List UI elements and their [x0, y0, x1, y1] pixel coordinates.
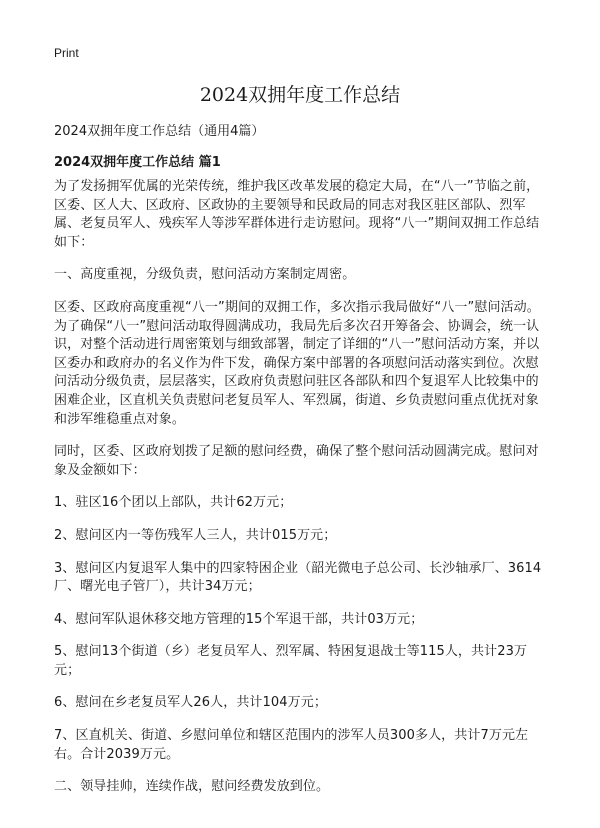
paragraph: 2、慰问区内一等伤残军人三人，共计015万元；	[54, 527, 337, 543]
document-subtitle: 2024双拥年度工作总结（通用4篇）	[54, 124, 265, 139]
paragraph: 5、慰问13个街道（乡）老复员军人、烈军属、特困复退战士等115人，共计23万元；	[54, 644, 528, 678]
paragraph: 同时，区委、区政府划拨了足额的慰问经费，确保了整个慰问活动圆满完成。慰问对象及金额如下：	[54, 444, 539, 478]
section-title: 2024双拥年度工作总结 篇1	[54, 155, 221, 170]
paragraph: 4、慰问军队退休移交地方管理的15个军退干部，共计03万元；	[54, 611, 424, 627]
paragraph: 二、领导挂帅，连续作战，慰问经费发放到位。	[54, 779, 330, 795]
paragraph: 区委、区政府高度重视“八一”期间的双拥工作，多次指示我局做好“八一”慰问活动。为了确保“八一”慰问活动取得圆满成功，我局先后多次召开筹备会、协调会，统一认识，对整个活动进行周密策划与细致部署，制定了详细的“八一”慰问活动方案，并以区委办和政府办的名义作为件下发，确保方案中部署的各项慰问活动落实到位。次慰问活动分级负责，层层落实，区政府负责慰问驻区各部队和四个复退军人比较集中的困难企业，区直机关负责慰问老复员军人、军烈属，街道、乡负责慰问重点优抚对象和涉军维稳重点对象。	[54, 299, 540, 427]
paragraph: 为了发扬拥军优属的光荣传统，维护我区改革发展的稳定大局，在“八一”节临之前，区委、区人大、区政府、区政协的主要领导和民政局的同志对我区驻区部队、烈军属、老复员军人、残疾军人等涉军群体进行走访慰问。现将“八一”期间双拥工作总结如下：	[54, 179, 540, 250]
paragraph: 一、高度重视，分级负责，慰问活动方案制定周密。	[54, 267, 356, 283]
paragraph: 6、慰问在乡老复员军人26人，共计104万元；	[54, 695, 327, 711]
paragraph: 1、驻区16个团以上部队，共计62万元；	[54, 495, 293, 511]
paragraph: 3、慰问区内复退军人集中的四家特困企业（韶光微电子总公司、长沙轴承厂、3614厂、曙光电子管厂），共计34万元；	[54, 560, 542, 595]
print-link[interactable]: Print	[54, 46, 79, 60]
paragraph: 7、区直机关、街道、乡慰问单位和辖区范围内的涉军人员300多人，共计7万元左右。合计2039万元。	[54, 728, 529, 762]
page-title: 2024双拥年度工作总结	[199, 84, 401, 106]
document-body	[54, 178, 548, 811]
